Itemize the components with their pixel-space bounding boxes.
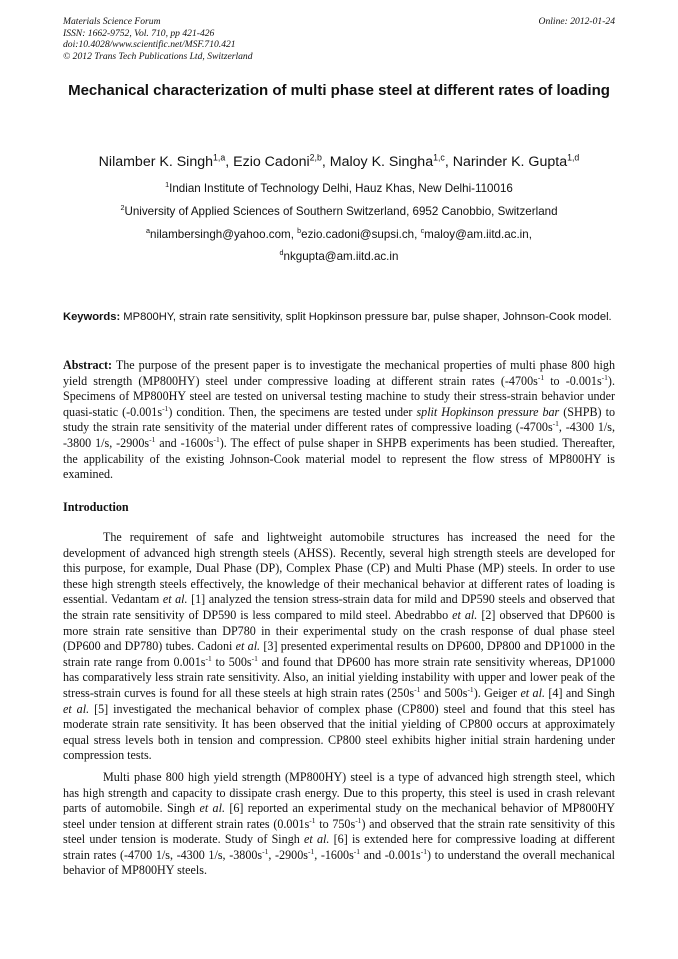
keywords-label: Keywords: <box>63 311 121 323</box>
doi-line: doi:10.4028/www.scientific.net/MSF.710.421 <box>63 39 236 51</box>
journal-header <box>63 16 393 62</box>
copyright-line: © 2012 Trans Tech Publications Ltd, Switzerland <box>63 50 253 62</box>
intro-paragraph-1: The requirement of safe and lightweight automobile structures has increased the need for the development of advanced high strength steels (AHSS). Recently, several high strength steels are developed for this purpose, for example, Dual Phase (DP), Complex Phase (CP) and Multi Phase (MP) steels. In order to use these high strength steels effectively, the knowledge of their mechanical behavior at different rates of loading is essential. Vedantam et al. [1] analyzed the tension stress-strain data for mild and DP590 steels and observed that the strain rate sensitivity of DP590 is less compared to mild steel. Abedrabbo et al. [2] observed that DP600 is more strain rate sensitive than DP780 in their experimental study on the crash response of dual phase steel (DP600 and DP780) tubes. Cadoni et al. [3] presented experimental results on DP600, DP800 and DP1000 in the strain rate range from $0.001s^{-1}$ to $500s^{-1}$ and found that DP600 has more strain rate sensitivity whereas, DP1000 has comparatively less strain rate sensitivity. Also, an initial yielding instability with upper and lower peak of the stress-strain curves is found for all these steels at high strain rates ($250s^{-1}$ and $500s^{-1}$). Geiger et al. [4] and Singh et al. [5] investigated the mechanical behavior of complex phase (CP800) steel and found that this steel has moderate strain rate sensitivity. It has been observed that the initial yielding of CP800 occurs at approximately equal stress levels both in tension and compression. CP800 steel exhibits higher initial strain hardening under compression tests. <box>63 530 616 763</box>
abstract: Abstract: The purpose of the present paper is to investigate the mechanical properties of multi phase 800 high yield strength (MP800HY) steel under compressive loading at different strain rates ($-4700s^{-1}$ to $-0.001s^{-1}$). Specimens of MP800HY steel are tested on universal testing machine to study their stress-strain behavior under quasi-static $(-0.001s^{-1})$ condition. Then, the specimens are tested under split Hopkinson pressure bar (SHPB) to study the strain rate sensitivity of the material under different rates of compressive loading ($-4700s^{-1}$, -4300 1/s, -3800 1/s, $-2900s^{-1}$ and $-1600s^{-1}$). The effect of pulse shaper in SHPB experiments has been studied. Thereafter, the applicability of the existing Johnson-Cook material model to represent the flow stress of MP800HY is examined. <box>63 358 615 482</box>
email-c: maloy@am.iitd.ac.in, <box>424 228 532 241</box>
keywords-text: MP800HY, strain rate sensitivity, split Hopkinson pressure bar, pulse shaper, Johnson-Cook model. <box>120 311 612 323</box>
author-name: Maloy K. Singha <box>329 154 434 170</box>
email-a: nilambersingh@yahoo.com, <box>150 228 298 241</box>
abstract-label: Abstract: <box>63 358 113 372</box>
email-d: nkgupta@am.iitd.ac.in <box>283 250 399 263</box>
affiliation-2: $^2$University of Applied Sciences of Southern Switzerland, 6952 Canobbio, Switzerland <box>120 203 558 218</box>
issn-line: ISSN: 1662-9752, Vol. 710, pp 421-426 <box>63 27 215 39</box>
author-sup: 1,d <box>567 152 580 163</box>
online-date: Online: 2012-01-24 <box>538 16 615 27</box>
email-line-2: $^d$nkgupta@am.iitd.ac.in <box>279 248 399 263</box>
author-name: Narinder K. Gupta <box>452 154 568 170</box>
email-line-1: $^a$nilambersingh@yahoo.com, $^b$ezio.cadoni@supsi.ch, $^c$maloy@am.iitd.ac.in, <box>146 226 532 241</box>
author-name: Ezio Cadoni <box>233 154 310 170</box>
keywords <box>63 310 615 324</box>
intro-paragraph-2: Multi phase 800 high yield strength (MP800HY) steel is a type of advanced high strength steel, which has high strength and capacity to dissipate crash energy. Due to this property, this steel is used in crash relevant parts of automobile. Singh et al. [6] reported an experimental study on the mechanical behavior of MP800HY steel under tension at different strain rates ($0.001s^{-1}$ to $750s^{-1}$) and observed that the strain rate sensitivity of this steel under tension is moderate. Study of Singh et al. [6] is extended here for compressive loading at different strain rates (-4700 1/s, -4300 1/s, $-3800s^{-1}$, $-2900s^{-1}$, $-1600s^{-1}$ and $-0.001s^{-1}$) to understand the overall mechanical behavior of MP800HY steels. <box>63 769 616 878</box>
author-sup: 2,b <box>309 152 322 163</box>
author-sup: 1,a <box>213 152 226 163</box>
journal-name: Materials Science Forum <box>63 16 161 27</box>
paper-title: Mechanical characterization of multi phase steel at different rates of loading <box>68 82 610 99</box>
affiliation-1: $^1$Indian Institute of Technology Delhi, Hauz Khas, New Delhi-110016 <box>165 180 513 195</box>
introduction-body <box>63 530 615 885</box>
author-name: Nilamber K. Singh <box>98 154 214 170</box>
author-list: Nilamber K. Singh$^{1,a}$, Ezio Cadoni$^{2,b}$, Maloy K. Singha$^{1,c}$, Narinder K. Gupta$^{1,d}$ <box>98 152 580 170</box>
section-heading-introduction: Introduction <box>63 500 129 514</box>
author-sup: 1,c <box>433 152 445 163</box>
email-b: ezio.cadoni@supsi.ch, <box>301 228 421 241</box>
